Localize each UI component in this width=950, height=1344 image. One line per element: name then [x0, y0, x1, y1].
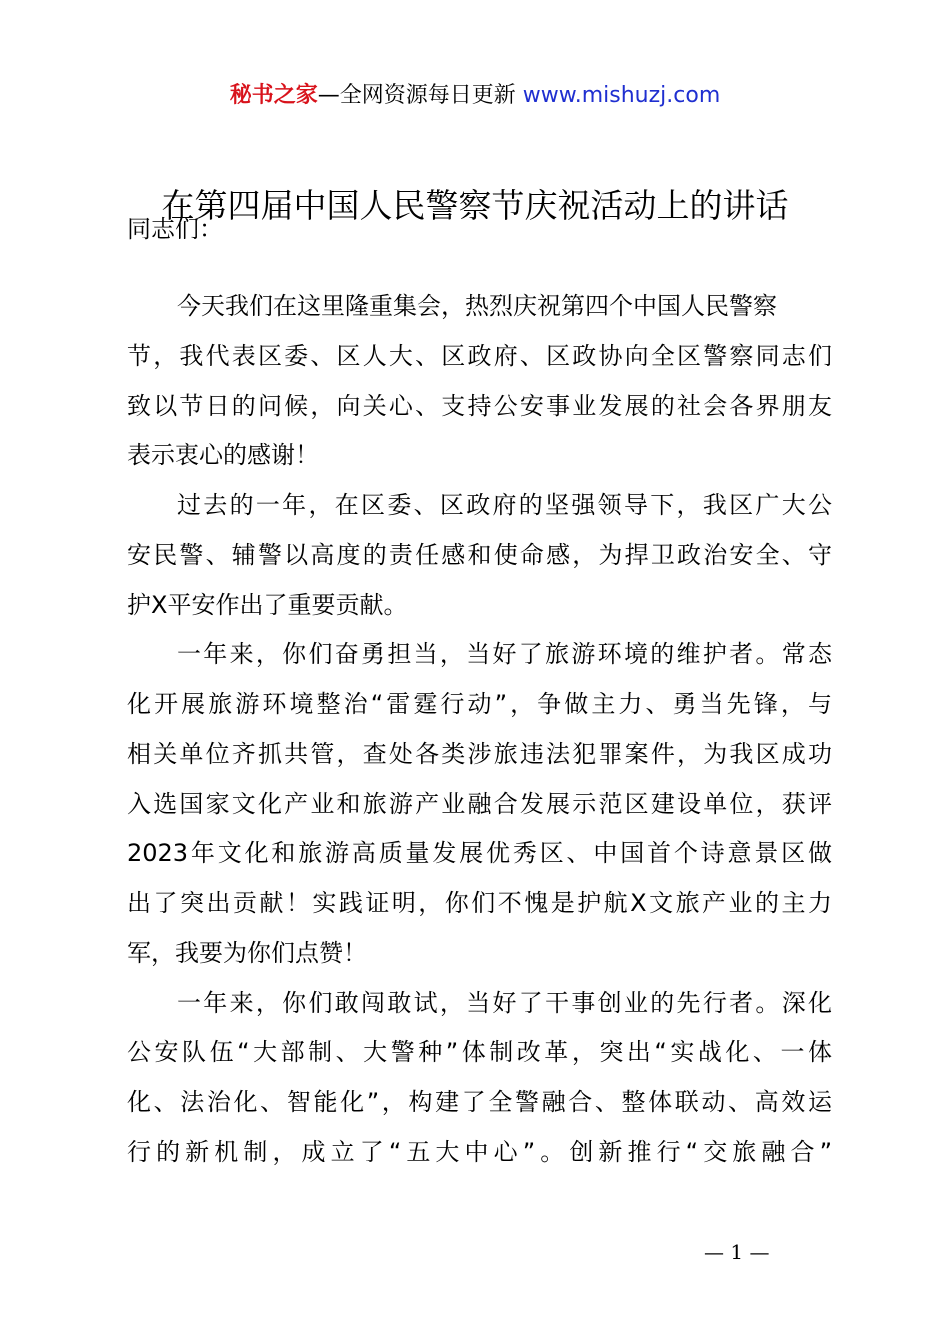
- header-tagline: —全网资源每日更新: [317, 83, 516, 108]
- body-line: 行的新机制，成立了“五大中心”。创新推行“交旅融合”: [127, 1137, 832, 1166]
- salutation: 同志们：: [127, 215, 223, 243]
- site-header: [0, 78, 950, 114]
- body-line: 安民警、辅警以高度的责任感和使命感，为捍卫政治安全、守: [127, 540, 832, 569]
- body-line: 入选国家文化产业和旅游产业融合发展示范区建设单位，获评: [127, 789, 832, 818]
- body-line: 护X平安作出了重要贡献。: [127, 590, 408, 619]
- body-line: 今天我们在这里隆重集会，热烈庆祝第四个中国人民警察: [177, 292, 777, 320]
- body-line: 相关单位齐抓共管，查处各类涉旅违法犯罪案件，为我区成功: [127, 739, 832, 768]
- brand-name: 秘书之家: [229, 83, 318, 108]
- body-line: 化开展旅游环境整治“雷霆行动”，争做主力、勇当先锋，与: [127, 690, 832, 718]
- body-line: 一年来，你们敢闯敢试，当好了干事创业的先行者。深化: [177, 988, 832, 1017]
- body-line: 节，我代表区委、区人大、区政府、区政协向全区警察同志们: [127, 341, 832, 370]
- document-title: 在第四届中国人民警察节庆祝活动上的讲话: [161, 186, 789, 225]
- body-line: 2023年文化和旅游高质量发展优秀区、中国首个诗意景区做: [127, 839, 832, 868]
- body-line: 过去的一年，在区委、区政府的坚强领导下，我区广大公: [177, 491, 832, 519]
- body-line: 出了突出贡献！实践证明，你们不愧是护航X文旅产业的主力: [127, 889, 832, 917]
- body-line: 军，我要为你们点赞！: [127, 938, 367, 967]
- body-line: 公安队伍“大部制、大警种”体制改革，突出“实战化、一体: [127, 1038, 832, 1067]
- body-line: 致以节日的问候，向关心、支持公安事业发展的社会各界朋友: [127, 391, 832, 420]
- site-url[interactable]: www.mishuzj.com: [522, 83, 721, 108]
- body-line: 一年来，你们奋勇担当，当好了旅游环境的维护者。常态: [177, 640, 832, 669]
- document-body: [127, 284, 832, 1180]
- page-number: — 1 —: [704, 1240, 770, 1264]
- body-line: 表示衷心的感谢！: [127, 441, 319, 470]
- body-line: 化、法治化、智能化”，构建了全警融合、整体联动、高效运: [127, 1088, 832, 1116]
